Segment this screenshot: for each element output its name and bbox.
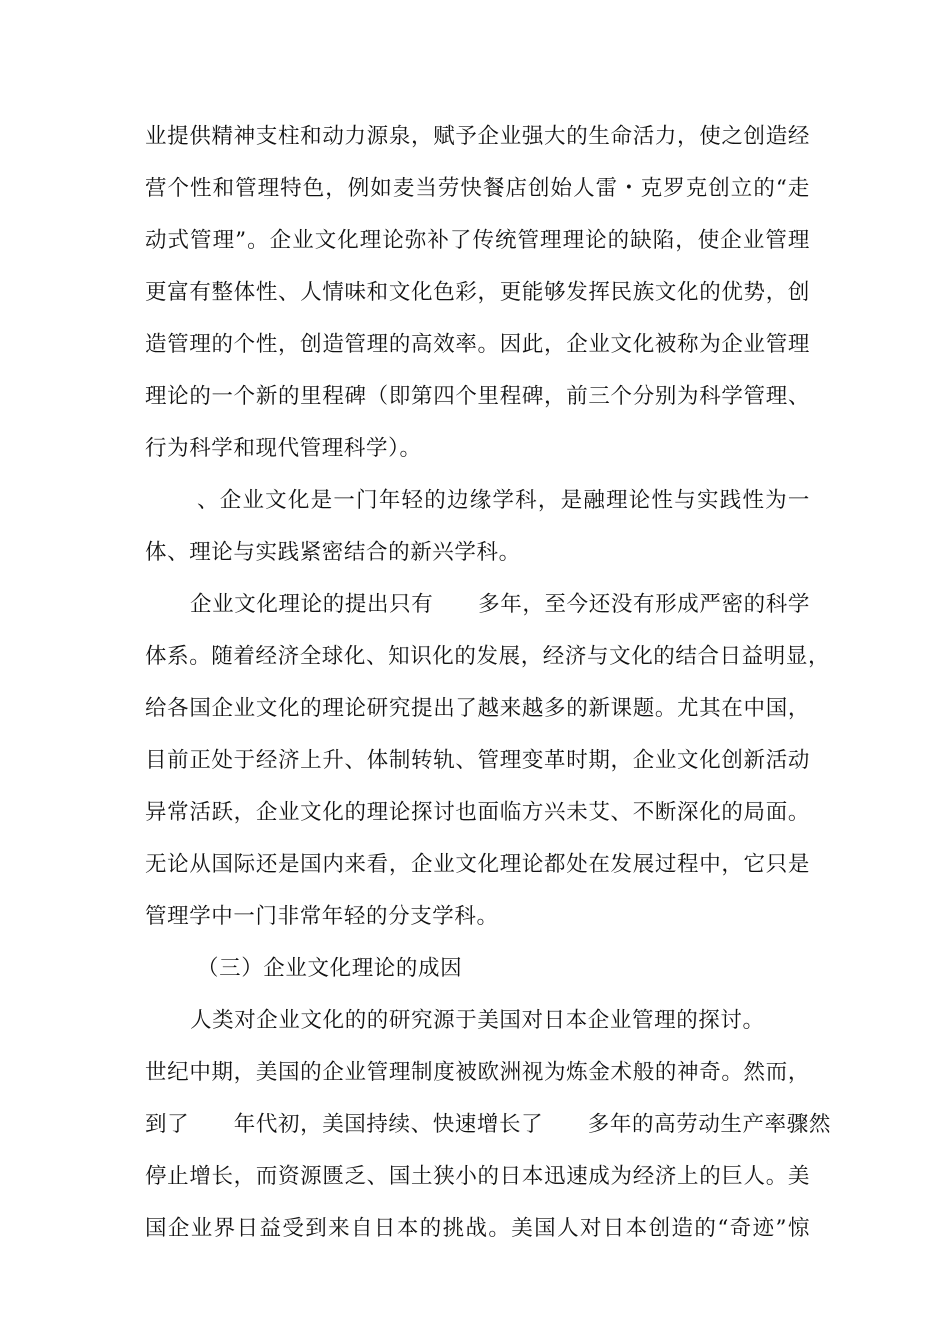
body-text-line: 造管理的个性，创造管理的高效率。因此，企业文化被称为企业管理: [145, 332, 810, 357]
body-text-line: 无论从国际还是国内来看，企业文化理论都处在发展过程中，它只是: [145, 852, 810, 877]
body-text-line: 行为科学和现代管理科学）。: [145, 436, 422, 461]
body-text-line: 停止增长，而资源匮乏、国土狭小的日本迅速成为经济上的巨人。美: [145, 1164, 810, 1189]
body-text-line: 更富有整体性、人情味和文化色彩，更能够发挥民族文化的优势，创: [145, 280, 810, 305]
body-text-line: 管理学中一门非常年轻的分支学科。: [145, 904, 499, 929]
body-text-line: 世纪中期，美国的企业管理制度被欧洲视为炼金术般的神奇。然而，: [145, 1060, 810, 1085]
body-text-line: 给各国企业文化的理论研究提出了越来越多的新课题。尤其在中国，: [145, 696, 810, 721]
body-text-line: 理论的一个新的里程碑（即第四个里程碑，前三个分别为科学管理、: [145, 384, 810, 409]
body-text-line: 营个性和管理特色，例如麦当劳快餐店创始人雷・克罗克创立的“走: [145, 176, 810, 201]
body-text-line: 、企业文化是一门年轻的边缘学科，是融理论性与实践性为一: [197, 488, 810, 513]
body-text-line: 人类对企业文化的的研究源于美国对日本企业管理的探讨。: [190, 1008, 765, 1033]
body-text-line: 体、理论与实践紧密结合的新兴学科。: [145, 540, 521, 565]
body-text-line: 异常活跃，企业文化的理论探讨也面临方兴未艾、不断深化的局面。: [145, 800, 810, 825]
body-text-line: 业提供精神支柱和动力源泉，赋予企业强大的生命活力，使之创造经: [145, 124, 810, 149]
body-text-line: 国企业界日益受到来自日本的挑战。美国人对日本创造的“奇迹”惊: [145, 1216, 810, 1241]
body-text-line: 体系。随着经济全球化、知识化的发展，经济与文化的结合日益明显，: [145, 644, 831, 669]
body-text-line: 企业文化理论的提出只有 多年，至今还没有形成严密的科学: [190, 592, 810, 617]
body-text-line: 目前正处于经济上升、体制转轨、管理变革时期，企业文化创新活动: [145, 748, 810, 773]
body-text-line: 到了 年代初，美国持续、快速增长了 多年的高劳动生产率骤然: [145, 1112, 831, 1137]
section-heading: （三）企业文化理论的成因: [197, 956, 463, 981]
body-text-line: 动式管理”。企业文化理论弥补了传统管理理论的缺陷，使企业管理: [145, 228, 810, 253]
